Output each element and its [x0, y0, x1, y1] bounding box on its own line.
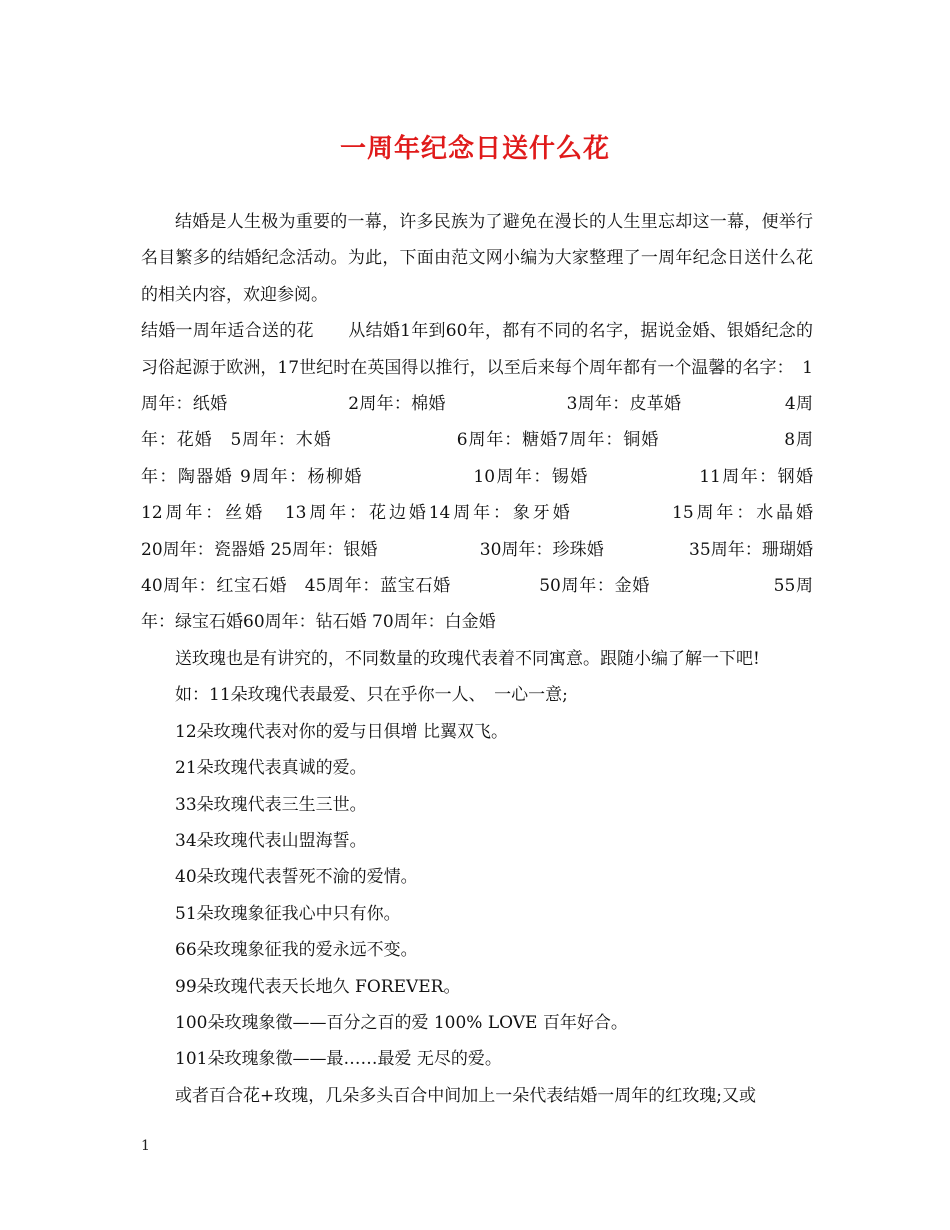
rose-line: 100朵玫瑰象徵——百分之百的爱 100% LOVE 百年好合。: [175, 1012, 628, 1033]
document-body: [141, 204, 915, 1114]
anniversary-paragraph: 结婚一周年适合送的花 从结婚1年到60年，都有不同的名字，据说金婚、银婚纪念的习俗起源于欧洲，17世纪时在英国得以推行，以至后来每个周年都有一个温馨的名字： 1周年：纸婚 2周年：棉婚 3周年：皮革婚 4周年：花婚 5周年：木婚 6周年：糖婚7周年：铜婚 8周年：陶器婚 9周年：杨柳婚 10周年：锡婚 11周年：钢婚 12周年：丝婚 13周年：花边婚14周年：象牙婚 15周年：水晶婚 20周年：瓷器婚 25周年：银婚 30周年：珍珠婚 35周年：珊瑚婚 40周年：红宝石婚 45周年：蓝宝石婚 50周年：金婚 55周年：绿宝石婚60周年：钻石婚 70周年：白金婚: [141, 321, 915, 633]
rose-line: 34朵玫瑰代表山盟海誓。: [175, 830, 367, 851]
rose-line: 99朵玫瑰代表天长地久 FOREVER。: [175, 976, 461, 997]
page-number: 1: [141, 1138, 150, 1154]
rose-line: 51朵玫瑰象征我心中只有你。: [175, 903, 401, 924]
intro-paragraph: 结婚是人生极为重要的一幕，许多民族为了避免在漫长的人生里忘却这一幕，便举行名目繁多的结婚纪念活动。为此，下面由范文网小编为大家整理了一周年纪念日送什么花的相关内容，欢迎参阅。: [141, 212, 813, 305]
rose-line: 如：11朵玫瑰代表最爱、只在乎你一人、 一心一意;: [175, 685, 568, 706]
rose-line: 40朵玫瑰代表誓死不渝的爱情。: [175, 867, 418, 888]
rose-line: 21朵玫瑰代表真诚的爱。: [175, 758, 367, 779]
rose-line: 12朵玫瑰代表对你的爱与日俱增 比翼双飞。: [175, 721, 509, 742]
rose-line: 33朵玫瑰代表三生三世。: [175, 794, 367, 815]
rose-line: 送玫瑰也是有讲究的，不同数量的玫瑰代表着不同寓意。跟随小编了解一下吧!: [175, 648, 760, 669]
rose-line: 101朵玫瑰象徵——最……最爱 无尽的爱。: [175, 1049, 502, 1070]
rose-line: 66朵玫瑰象征我的爱永远不变。: [175, 940, 418, 961]
document-title: 一周年纪念日送什么花: [339, 134, 610, 164]
rose-line: 或者百合花+玫瑰，几朵多头百合中间加上一朵代表结婚一周年的红玫瑰;又或: [175, 1085, 756, 1106]
